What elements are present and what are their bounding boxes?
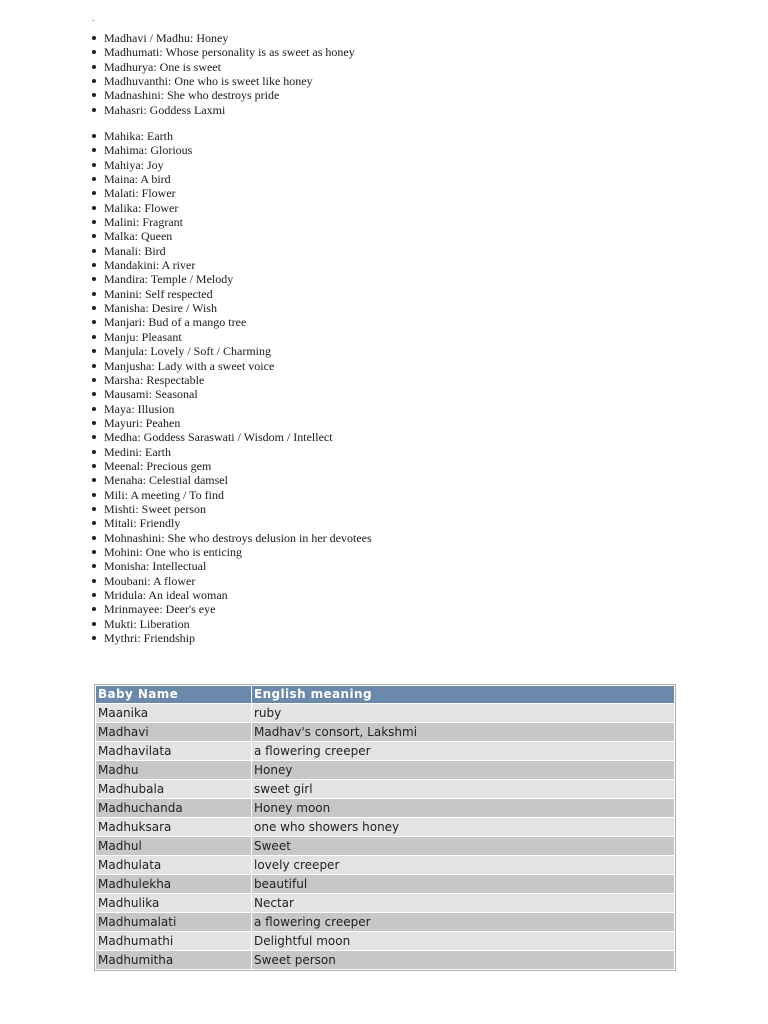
- table-row: [96, 932, 674, 950]
- list-item: Mitali: Friendly: [104, 516, 372, 530]
- table-row: [96, 780, 674, 798]
- list-item: Madhavi / Madhu: Honey: [104, 31, 355, 45]
- cell-baby-name: Madhulekha: [96, 875, 251, 893]
- list-item: Madnashini: She who destroys pride: [104, 88, 355, 102]
- list-item: Manju: Pleasant: [104, 330, 372, 344]
- header-english-meaning: English meaning: [252, 686, 674, 703]
- baby-name-table: [94, 684, 676, 971]
- cell-english-meaning: Sweet: [252, 837, 674, 855]
- name-list-2: [0, 129, 372, 645]
- list-item: Malini: Fragrant: [104, 215, 372, 229]
- table-row: [96, 723, 674, 741]
- cell-baby-name: Madhul: [96, 837, 251, 855]
- table-row: [96, 704, 674, 722]
- cell-english-meaning: beautiful: [252, 875, 674, 893]
- table-row: [96, 894, 674, 912]
- list-item: Mahima: Glorious: [104, 143, 372, 157]
- cell-english-meaning: one who showers honey: [252, 818, 674, 836]
- table-header-row: [96, 686, 674, 703]
- list-item: Maya: Illusion: [104, 402, 372, 416]
- list-item: Manini: Self respected: [104, 287, 372, 301]
- cell-baby-name: Madhulika: [96, 894, 251, 912]
- cell-english-meaning: Honey: [252, 761, 674, 779]
- list-item: Mohnashini: She who destroys delusion in her devotees: [104, 530, 372, 545]
- list-item: Monisha: Intellectual: [104, 559, 372, 573]
- list-item: Mishti: Sweet person: [104, 502, 372, 516]
- list-item: Medha: Goddess Saraswati / Wisdom / Intellect: [104, 430, 372, 444]
- list-item: Mohini: One who is enticing: [104, 545, 372, 559]
- cell-baby-name: Madhulata: [96, 856, 251, 874]
- list-item: Malika: Flower: [104, 201, 372, 215]
- list-item: Mahika: Earth: [104, 129, 372, 143]
- list-item: Malati: Flower: [104, 186, 372, 200]
- list-item: Mandira: Temple / Melody: [104, 272, 372, 286]
- table-row: [96, 951, 674, 969]
- list-item: Marsha: Respectable: [104, 373, 372, 387]
- list-item: Mythri: Friendship: [104, 631, 372, 645]
- list-item: Mandakini: A river: [104, 258, 372, 272]
- list-item: Mayuri: Peahen: [104, 416, 372, 430]
- table-row: [96, 856, 674, 874]
- table-row: [96, 818, 674, 836]
- table-row: [96, 875, 674, 893]
- cell-baby-name: Madhu: [96, 761, 251, 779]
- cell-baby-name: Madhumitha: [96, 951, 251, 969]
- list-item: Mili: A meeting / To find: [104, 488, 372, 502]
- cell-baby-name: Madhuchanda: [96, 799, 251, 817]
- cell-english-meaning: Sweet person: [252, 951, 674, 969]
- table-row: [96, 761, 674, 779]
- list-item: Mahiya: Joy: [104, 158, 372, 172]
- table-row: [96, 913, 674, 931]
- header-baby-name: Baby Name: [96, 686, 251, 703]
- list-item: Madhumati: Whose personality is as sweet as honey: [104, 45, 355, 60]
- list-item: Manisha: Desire / Wish: [104, 301, 372, 315]
- list-item: Madhuvanthi: One who is sweet like honey: [104, 74, 355, 88]
- table-body: [96, 704, 674, 969]
- list-item: Manali: Bird: [104, 244, 372, 258]
- list-item: Manjusha: Lady with a sweet voice: [104, 359, 372, 373]
- table-row: [96, 837, 674, 855]
- table-row: [96, 799, 674, 817]
- cell-english-meaning: a flowering creeper: [252, 742, 674, 760]
- list-item: Mukti: Liberation: [104, 617, 372, 631]
- list-item: Menaha: Celestial damsel: [104, 473, 372, 487]
- list-item: Meenal: Precious gem: [104, 459, 372, 473]
- list-item: Moubani: A flower: [104, 574, 372, 588]
- cell-baby-name: Madhavi: [96, 723, 251, 741]
- cell-english-meaning: sweet girl: [252, 780, 674, 798]
- cell-baby-name: Madhavilata: [96, 742, 251, 760]
- stray-mark: .: [92, 13, 95, 24]
- cell-english-meaning: Madhav's consort, Lakshmi: [252, 723, 674, 741]
- list-item: Mahasri: Goddess Laxmi: [104, 103, 355, 117]
- cell-english-meaning: Delightful moon: [252, 932, 674, 950]
- list-item: Medini: Earth: [104, 445, 372, 459]
- cell-english-meaning: a flowering creeper: [252, 913, 674, 931]
- name-list-1: [0, 31, 355, 117]
- list-item: Madhurya: One is sweet: [104, 60, 355, 74]
- cell-baby-name: Madhuksara: [96, 818, 251, 836]
- list-item: Manjari: Bud of a mango tree: [104, 315, 372, 329]
- list-item: Mrinmayee: Deer's eye: [104, 602, 372, 616]
- list-item: Malka: Queen: [104, 229, 372, 243]
- cell-english-meaning: Honey moon: [252, 799, 674, 817]
- cell-baby-name: Madhumalati: [96, 913, 251, 931]
- table-row: [96, 742, 674, 760]
- list-item: Mausami: Seasonal: [104, 387, 372, 401]
- cell-english-meaning: ruby: [252, 704, 674, 722]
- cell-baby-name: Madhumathi: [96, 932, 251, 950]
- cell-english-meaning: Nectar: [252, 894, 674, 912]
- list-item: Maina: A bird: [104, 172, 372, 186]
- cell-baby-name: Madhubala: [96, 780, 251, 798]
- cell-english-meaning: lovely creeper: [252, 856, 674, 874]
- cell-baby-name: Maanika: [96, 704, 251, 722]
- list-item: Manjula: Lovely / Soft / Charming: [104, 344, 372, 358]
- list-item: Mridula: An ideal woman: [104, 588, 372, 602]
